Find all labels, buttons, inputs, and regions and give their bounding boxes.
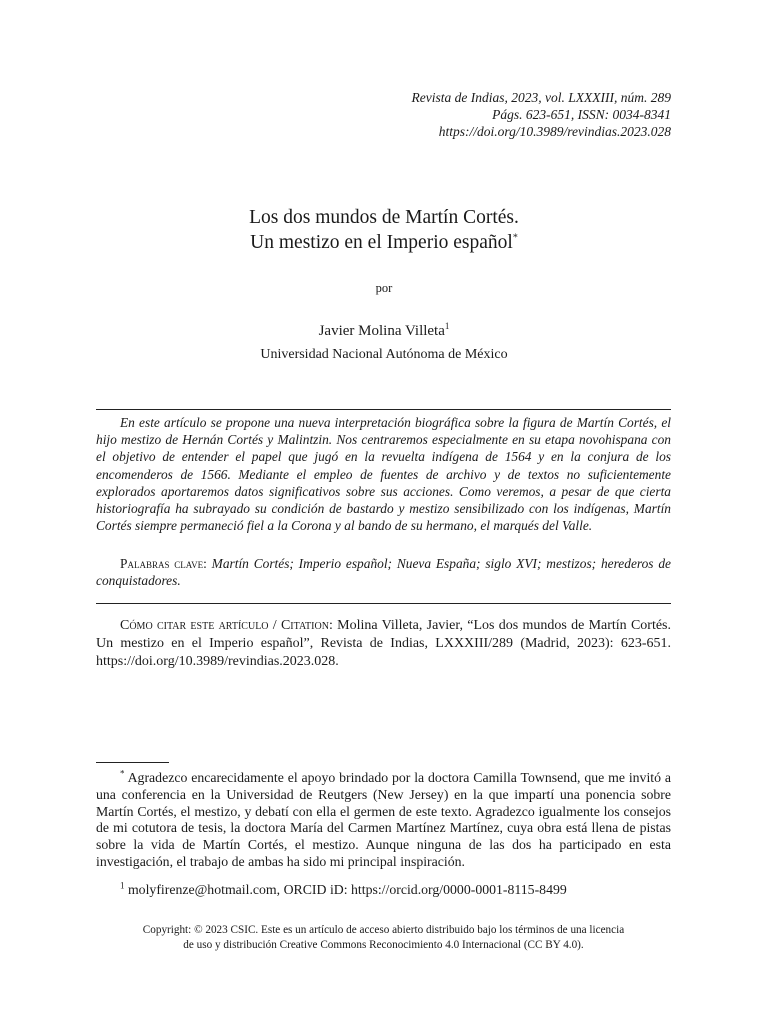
citation-block [96, 617, 671, 671]
author-affiliation: Universidad Nacional Autónoma de México [260, 347, 508, 362]
abstract-top-rule [96, 409, 671, 410]
keywords-text: Martín Cortés; Imperio español; Nueva España; siglo XVI; mestizos; herederos de conquistadores. [96, 556, 671, 589]
keywords [96, 555, 671, 589]
citation-label: Cómo citar este artículo / Citation: [120, 618, 333, 633]
journal-doi-link[interactable]: https://doi.org/10.3989/revindias.2023.028 [438, 124, 671, 139]
footnote-text: Agradezco encarecidamente el apoyo brindado por la doctora Camilla Townsend, que me invitó a una conferencia en la Universidad de Reutgers (New Jersey) en la que impartí una ponencia sobre Martín Cortés, el mestizo, y debatí con ella el germen de este texto. Agradezco igualmente los consejos de mi cotutora de tesis, la doctora María del Carmen Martínez Martínez, cuya obra está llena de pistas sobre la vida de Martín Cortés, el mestizo. Aunque ninguna de las dos ha participado en esta investigación, el trabajo de ambas ha sido mi principal inspiración. [96, 770, 671, 869]
copyright-line-1: Copyright: © 2023 CSIC. Este es un artículo de acceso abierto distribuido bajo los términos de una licencia [142, 924, 625, 936]
journal-header [271, 89, 671, 140]
footnote-rule [96, 762, 169, 763]
footnote-marker: 1 [120, 880, 125, 891]
footnote-acknowledgement [96, 770, 671, 871]
footnote-author-contact [96, 882, 671, 899]
title-line-1: Los dos mundos de Martín Cortés. [249, 207, 519, 228]
footnote-contact-text[interactable]: molyfirenze@hotmail.com, ORCID iD: https://orcid.org/0000-0001-8115-8499 [127, 882, 567, 897]
author-footnote-marker[interactable]: 1 [444, 321, 450, 331]
footnote-marker: * [120, 768, 125, 779]
title-line-2-text: Un mestizo en el Imperio español [250, 232, 513, 253]
author-name: Javier Molina Villeta [318, 323, 445, 339]
title-footnote-marker[interactable]: * [512, 232, 518, 244]
keywords-label: Palabras clave: [120, 556, 207, 571]
journal-pages-line: Págs. 623-651, ISSN: 0034-8341 [492, 107, 671, 122]
author-line [96, 323, 672, 340]
journal-citation-line: Revista de Indias, 2023, vol. LXXXIII, núm. 289 [411, 90, 671, 105]
citation-text: Molina Villeta, Javier, “Los dos mundos de Martín Cortés. Un mestizo en el Imperio español”, Revista de Indias, LXXXIII/289 (Madrid, 2023): 623-651. https://doi.org/10.3989/revindias.2023.028. [96, 618, 672, 669]
title-line-2 [96, 230, 672, 255]
copyright-notice [96, 923, 671, 952]
abstract-bottom-rule [96, 603, 671, 604]
by-label: por [375, 281, 393, 295]
copyright-line-2: de uso y distribución Creative Commons Reconocimiento 4.0 Internacional (CC BY 4.0). [183, 938, 584, 951]
article-title [96, 205, 672, 255]
abstract: En este artículo se propone una nueva interpretación biográfica sobre la figura de Martín Cortés, el hijo mestizo de Hernán Cortés y Malintzin. Nos centraremos especialmente en su etapa novohispana con el objetivo de entender el papel que jugó en la revuelta indígena de 1564 y en la conjura de los encomenderos de 1566. Mediante el empleo de fuentes de archivo y de textos no suficientemente explorados aportaremos datos significativos sobre sus acciones. Como veremos, a pesar de que cierta historiografía ha subrayado su condición de bastardo y mestizo sensibilizado con los indígenas, Martín Cortés siempre permaneció fiel a la Corona y al bando de su hermano, el marqués del Valle. [96, 415, 671, 534]
